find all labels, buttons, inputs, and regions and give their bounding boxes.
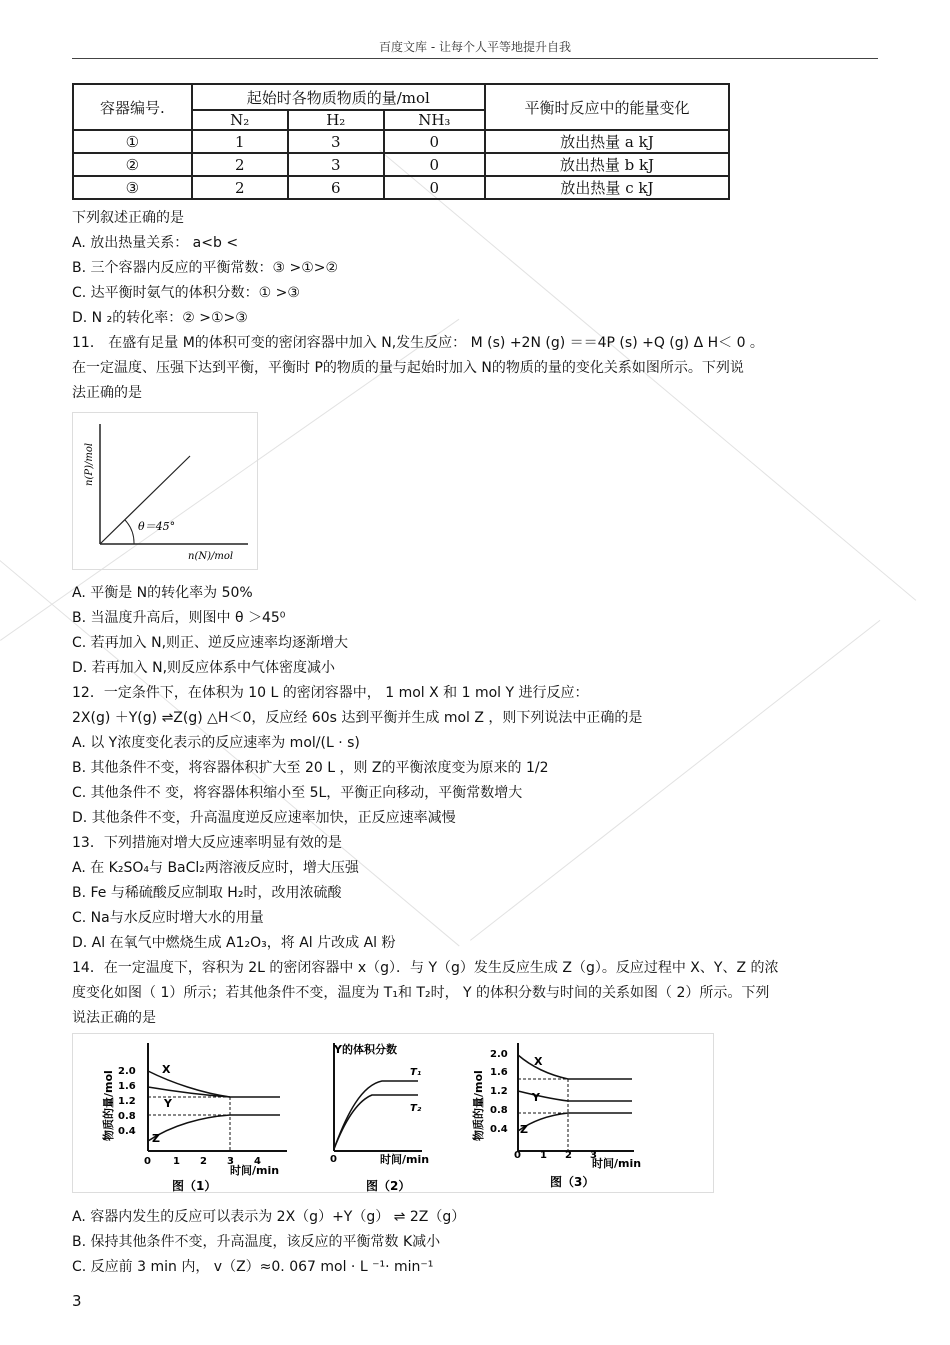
- x-tick: 2: [565, 1150, 572, 1161]
- label-y: Y: [164, 1097, 172, 1110]
- container-table: [72, 83, 730, 200]
- label-z: Z: [520, 1123, 528, 1136]
- curve-z: [518, 1113, 632, 1131]
- x-tick: 0: [514, 1150, 521, 1161]
- option-a: A. 以 Y浓度变化表示的反应速率为 mol/(L · s): [72, 735, 360, 751]
- cell-nh3: 0: [384, 153, 485, 176]
- cell-h2: 3: [288, 153, 384, 176]
- option-b: B. 其他条件不变，将容器体积扩大至 20 L ，则 Z的平衡浓度变为原来的 1/2: [72, 760, 549, 776]
- cell-energy: 放出热量 a kJ: [485, 130, 729, 153]
- graph-3: [471, 1043, 641, 1189]
- y-tick: 1.6: [118, 1081, 136, 1092]
- option-c: C. 若再加入 N,则正、逆反应速率均逐渐增大: [72, 635, 349, 651]
- label-x: X: [534, 1055, 543, 1068]
- page-number: 3: [72, 1292, 82, 1310]
- curve-z: [148, 1115, 280, 1141]
- label-y: Y: [532, 1091, 540, 1104]
- option-a: A. 容器内发生的反应可以表示为 2X（g）+Y（g） ⇌ 2Z（g）: [72, 1209, 466, 1225]
- y-axis-label: 物质的量/mol: [102, 1070, 115, 1141]
- x-tick: 4: [254, 1156, 261, 1167]
- text-line: 2X(g) ＋Y(g) ⇌Z(g) △H＜0，反应经 60s 达到平衡并生成 mol Z ，则下列说法中正确的是: [72, 710, 643, 726]
- cell-id: ①: [73, 130, 192, 153]
- question-14: 14．在一定温度下，容积为 2L 的密闭容器中 x（g）．与 Y（g）发生反应生成 Z（g）。反应过程中 X、Y、Z 的浓: [72, 960, 779, 976]
- curve-t2: [334, 1095, 418, 1149]
- x-tick: 1: [173, 1156, 180, 1167]
- option-a: A. 放出热量关系： a<b <: [72, 235, 239, 251]
- option-d: D. 若再加入 N,则反应体系中气体密度减小: [72, 660, 336, 676]
- cell-n2: 2: [192, 176, 288, 199]
- y-tick: 0.4: [118, 1126, 136, 1137]
- option-b: B. 三个容器内反应的平衡常数：③ >①>②: [72, 260, 339, 276]
- cell-id: ②: [73, 153, 192, 176]
- cell-energy: 放出热量 b kJ: [485, 153, 729, 176]
- x-tick: 3: [590, 1150, 597, 1161]
- header-container: 容器编号.: [73, 84, 192, 130]
- x-axis-label: 时间/min: [592, 1157, 642, 1170]
- species-n2: N₂: [192, 110, 288, 130]
- cell-n2: 1: [192, 130, 288, 153]
- option-d: D. 其他条件不变，升高温度逆反应速率加快，正反应速率减慢: [72, 810, 456, 826]
- option-b: B. 当温度升高后，则图中 θ ＞45⁰: [72, 610, 286, 626]
- option-b: B. Fe 与稀硫酸反应制取 H₂时，改用浓硫酸: [72, 885, 342, 901]
- angle-arc: [125, 520, 134, 544]
- option-c: C. 其他条件不 变，将容器体积缩小至 5L，平衡正向移动，平衡常数增大: [72, 785, 523, 801]
- option-a: A. 平衡是 N的转化率为 50%: [72, 585, 253, 601]
- page-header: 百度文库 - 让每个人平等地提升自我: [379, 40, 571, 54]
- y-axis-label: n(P)/mol: [84, 442, 95, 486]
- y-tick: 0.4: [490, 1124, 508, 1135]
- question-12: 12．一定条件下，在体积为 10 L 的密闭容器中， 1 mol X 和 1 mol Y 进行反应：: [72, 685, 589, 701]
- cell-h2: 3: [288, 130, 384, 153]
- y-tick: 1.2: [118, 1096, 136, 1107]
- x-tick: 2: [200, 1156, 207, 1167]
- x-tick: 1: [540, 1150, 547, 1161]
- y-tick: 1.6: [490, 1067, 508, 1078]
- y-axis-label: Y的体积分数: [334, 1043, 397, 1056]
- text-line: 下列叙述正确的是: [72, 210, 184, 226]
- graph-1: [101, 1043, 287, 1193]
- option-c: C. 反应前 3 min 内， v（Z）≈0. 067 mol · L ⁻¹· min⁻¹: [72, 1259, 434, 1275]
- label-t1: T₁: [410, 1067, 422, 1078]
- text-line: 法正确的是: [72, 385, 142, 401]
- cell-n2: 2: [192, 153, 288, 176]
- header-divider: [72, 58, 878, 59]
- question-13: 13．下列措施对增大反应速率明显有效的是: [72, 835, 342, 851]
- species-h2: H₂: [288, 110, 384, 130]
- curve-y: [148, 1087, 230, 1097]
- curve-t1: [334, 1081, 418, 1149]
- q11-graph: [72, 412, 258, 570]
- option-c: C. Na与水反应时增大水的用量: [72, 910, 264, 926]
- option-d: D. N ₂的转化率：② >①>③: [72, 310, 248, 326]
- cell-nh3: 0: [384, 130, 485, 153]
- text-line: 在一定温度、压强下达到平衡，平衡时 P的物质的量与起始时加入 N的物质的量的变化关系如图所示。下列说: [72, 360, 744, 376]
- y-tick: 1.2: [490, 1086, 508, 1097]
- text-line: 说法正确的是: [72, 1010, 156, 1026]
- caption: 图（2）: [366, 1179, 411, 1193]
- x-axis-label: n(N)/mol: [188, 551, 234, 562]
- watermark-line: [470, 620, 880, 941]
- header-energy: 平衡时反应中的能量变化: [485, 84, 729, 130]
- label-z: Z: [152, 1132, 160, 1145]
- label-x: X: [162, 1063, 171, 1076]
- x-tick: 0: [144, 1156, 151, 1167]
- x-axis-label: 时间/min: [230, 1164, 280, 1177]
- q14-figures: [72, 1033, 714, 1193]
- question-11: 11． 在盛有足量 M的体积可变的密闭容器中加入 N,发生反应： M (s) +2N (g) ＝＝4P (s) +Q (g) Δ H＜ 0 。: [72, 335, 764, 351]
- graph-2: [330, 1042, 429, 1193]
- caption: 图（1）: [172, 1179, 217, 1193]
- option-d: D. Al 在氧气中燃烧生成 A1₂O₃，将 Al 片改成 Al 粉: [72, 935, 396, 951]
- y-tick: 0.8: [118, 1111, 136, 1122]
- option-c: C. 达平衡时氨气的体积分数：① >③: [72, 285, 300, 301]
- y-axis-label: 物质的量/mol: [472, 1070, 485, 1141]
- cell-energy: 放出热量 c kJ: [485, 176, 729, 199]
- origin: 0: [330, 1154, 337, 1165]
- y-tick: 2.0: [490, 1049, 508, 1060]
- angle-label: θ＝45°: [138, 520, 176, 533]
- caption: 图（3）: [550, 1175, 595, 1189]
- cell-h2: 6: [288, 176, 384, 199]
- species-nh3: NH₃: [384, 110, 485, 130]
- header-initial: 起始时各物质物质的量/mol: [192, 84, 485, 110]
- y-tick: 2.0: [118, 1066, 136, 1077]
- table-row: [73, 153, 729, 176]
- option-b: B. 保持其他条件不变，升高温度，该反应的平衡常数 K减小: [72, 1234, 441, 1250]
- table-row: [73, 130, 729, 153]
- table-row: [73, 176, 729, 199]
- option-a: A. 在 K₂SO₄与 BaCl₂两溶液反应时，增大压强: [72, 860, 359, 876]
- label-t2: T₂: [410, 1103, 422, 1114]
- cell-id: ③: [73, 176, 192, 199]
- y-tick: 0.8: [490, 1105, 508, 1116]
- x-axis-label: 时间/min: [380, 1153, 430, 1166]
- x-tick: 3: [227, 1156, 234, 1167]
- text-line: 度变化如图（ 1）所示；若其他条件不变，温度为 T₁和 T₂时， Y 的体积分数与时间的关系如图（ 2）所示。下列: [72, 985, 770, 1001]
- cell-nh3: 0: [384, 176, 485, 199]
